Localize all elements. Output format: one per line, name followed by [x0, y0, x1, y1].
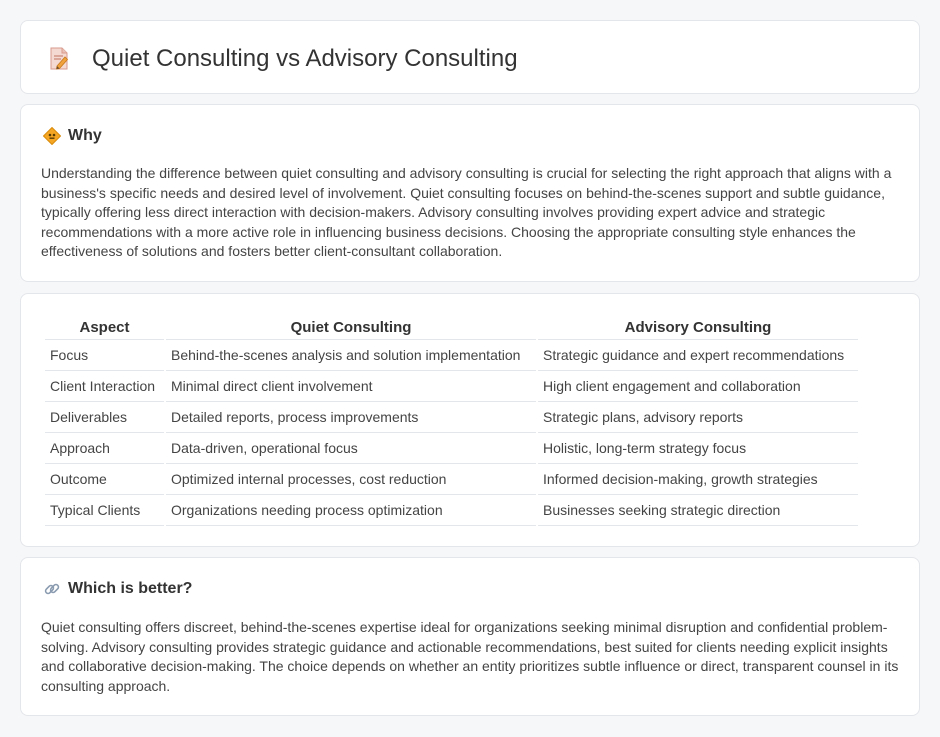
- header-aspect: Aspect: [45, 316, 164, 340]
- cell-aspect: Outcome: [45, 464, 164, 495]
- table-header-row: [45, 316, 858, 340]
- cell-aspect: Client Interaction: [45, 371, 164, 402]
- header-quiet-consulting: Quiet Consulting: [166, 316, 536, 340]
- cell-advisory: Holistic, long-term strategy focus: [538, 433, 858, 464]
- better-heading-row: [43, 580, 192, 598]
- cell-quiet: Optimized internal processes, cost reduction: [166, 464, 536, 495]
- link-icon: [43, 580, 61, 598]
- cell-quiet: Data-driven, operational focus: [166, 433, 536, 464]
- which-better-section: [20, 557, 920, 716]
- cell-quiet: Organizations needing process optimization: [166, 495, 536, 526]
- cell-aspect: Focus: [45, 340, 164, 371]
- diamond-sign-icon: [43, 127, 61, 145]
- table-row: [45, 495, 858, 526]
- table-row: [45, 340, 858, 371]
- document-pencil-icon: [49, 47, 69, 71]
- header-advisory-consulting: Advisory Consulting: [538, 316, 858, 340]
- table-row: [45, 464, 858, 495]
- cell-quiet: Behind-the-scenes analysis and solution implementation: [166, 340, 536, 371]
- cell-quiet: Minimal direct client involvement: [166, 371, 536, 402]
- cell-quiet: Detailed reports, process improvements: [166, 402, 536, 433]
- comparison-table: [43, 316, 860, 526]
- why-text: Understanding the difference between quiet consulting and advisory consulting is crucial for selecting the right approach that aligns with a business's specific needs and desired level of involvement. Quiet consulting focuses on behind-the-scenes support and subtle guidance, typically offering less direct interaction with decision-makers. Advisory consulting involves providing expert advice and strategic recommendations with a more active role in influencing business decisions. Choosing the appropriate consulting style enhances the effectiveness of solutions and fosters better client-consultant collaboration.: [41, 165, 892, 259]
- cell-advisory: Businesses seeking strategic direction: [538, 495, 858, 526]
- table-row: [45, 433, 858, 464]
- table-row: [45, 402, 858, 433]
- cell-aspect: Approach: [45, 433, 164, 464]
- header-card: [20, 20, 920, 94]
- cell-advisory: Strategic guidance and expert recommendations: [538, 340, 858, 371]
- cell-advisory: High client engagement and collaboration: [538, 371, 858, 402]
- why-section: [20, 104, 920, 282]
- table-row: [45, 371, 858, 402]
- cell-advisory: Informed decision-making, growth strategies: [538, 464, 858, 495]
- page-title: Quiet Consulting vs Advisory Consulting: [92, 45, 518, 72]
- cell-aspect: Typical Clients: [45, 495, 164, 526]
- why-heading: Why: [68, 127, 102, 144]
- cell-advisory: Strategic plans, advisory reports: [538, 402, 858, 433]
- cell-aspect: Deliverables: [45, 402, 164, 433]
- better-text: Quiet consulting offers discreet, behind-the-scenes expertise ideal for organizations seeking minimal disruption and confidential problem-solving. Advisory consulting provides strategic guidance and actionable recommendations, best suited for clients needing explicit insights and collaborative decision-making. The choice depends on whether an entity prioritizes subtle influence or direct, transparent counsel in its consulting approach.: [41, 619, 899, 694]
- better-heading: Which is better?: [68, 580, 193, 597]
- why-heading-row: [43, 127, 102, 145]
- comparison-section: [20, 293, 920, 547]
